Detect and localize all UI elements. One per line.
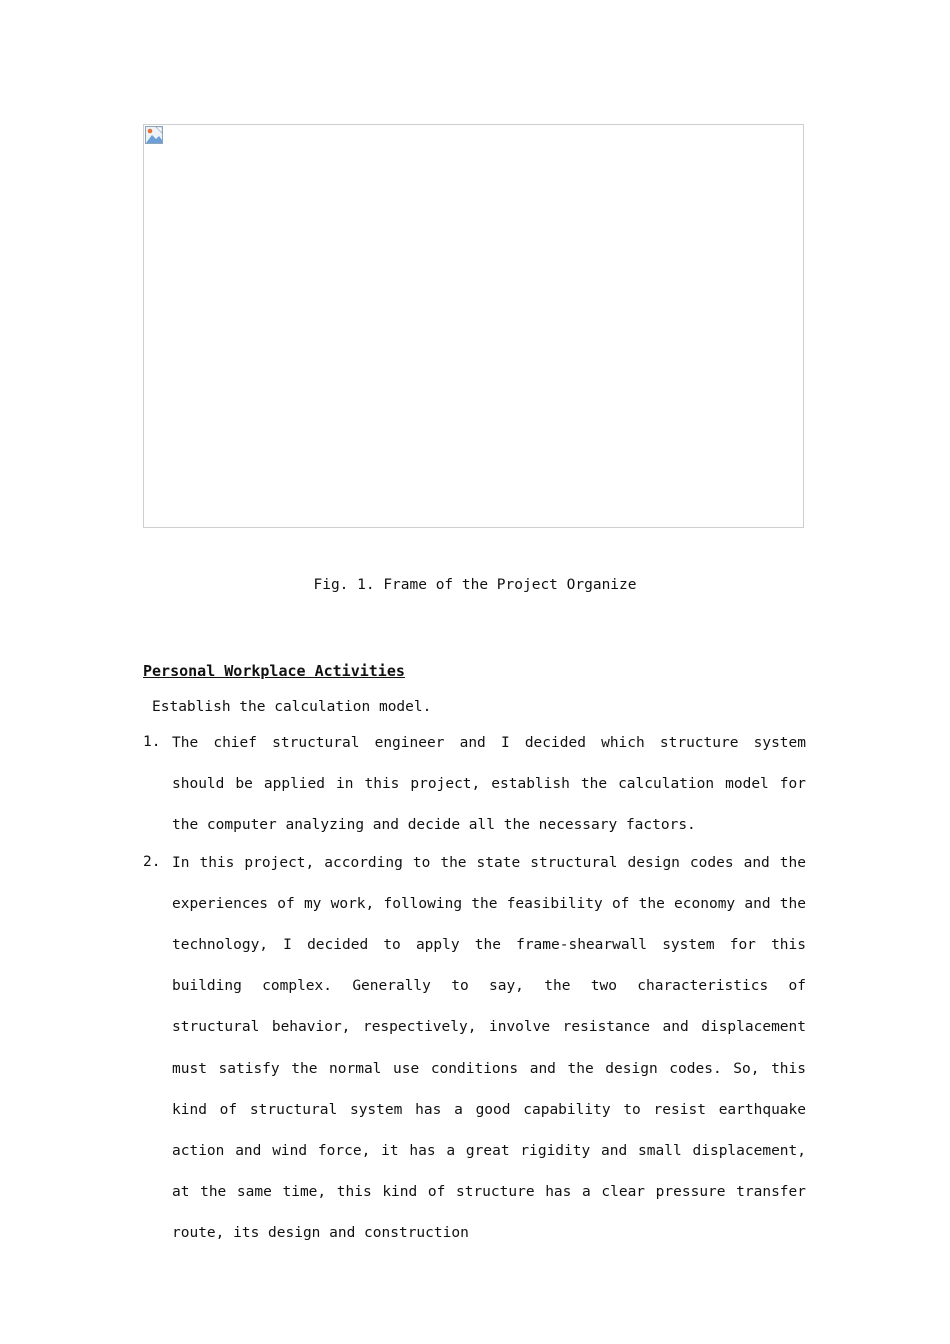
section-intro: Establish the calculation model.	[152, 699, 432, 715]
broken-image-icon	[145, 126, 163, 144]
figure-caption: Fig. 1. Frame of the Project Organize	[313, 577, 637, 593]
list-item-text: In this project, according to the state structural design codes and the experiences of my work, following the feasibility of the economy and the technology, I decided to apply the frame-shearwall system for this building complex. Generally to say, the two characteristics of structural behavior, respectively, involve resistance and displacement must satisfy the normal use conditions and the design codes. So, this kind of structural system has a good capability to resist earthquake action and wind force, it has a great rigidity and small displacement, at the same time, this kind of structure has a clear pressure transfer route, its design and construction	[172, 854, 806, 1242]
figure-image-placeholder	[143, 124, 804, 528]
list-item-number: 1.	[143, 734, 161, 750]
numbered-list	[143, 723, 806, 1251]
list-item	[143, 843, 806, 1255]
list-item-text: The chief structural engineer and I decided which structure system should be applied in this project, establish the calculation model for the computer analyzing and decide all the necessary factors.	[172, 735, 806, 834]
list-item	[143, 723, 806, 847]
list-item-number: 2.	[143, 853, 161, 870]
section-heading: Personal Workplace Activities	[143, 662, 405, 680]
